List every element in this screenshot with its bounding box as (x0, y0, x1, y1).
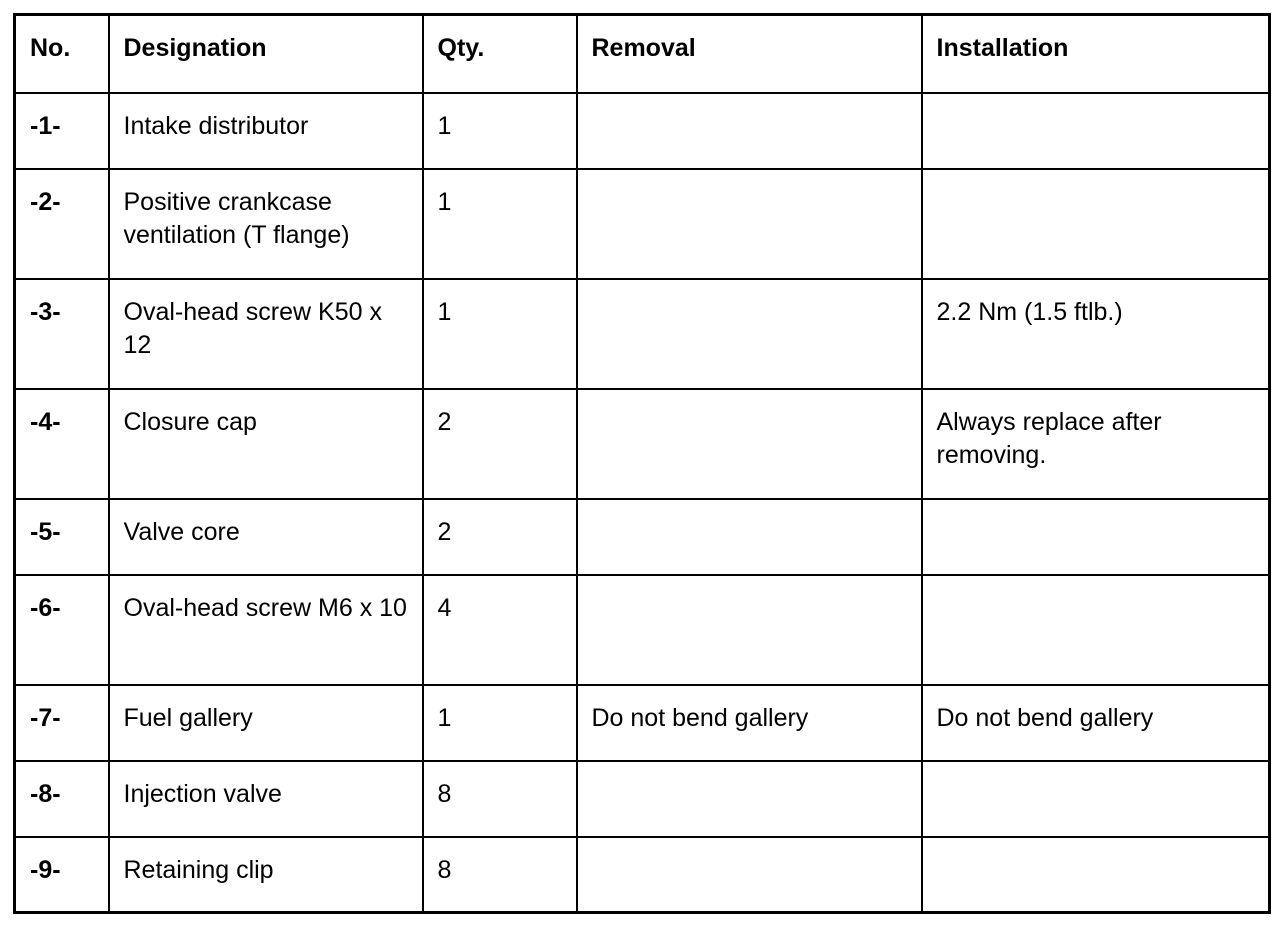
cell-qty: 8 (423, 761, 577, 837)
cell-qty: 2 (423, 499, 577, 575)
table-row (15, 837, 1270, 913)
header-row (15, 15, 1270, 93)
table-row (15, 93, 1270, 169)
cell-removal: Do not bend gallery (577, 685, 922, 761)
cell-removal (577, 279, 922, 389)
table-row (15, 761, 1270, 837)
cell-installation (922, 93, 1270, 169)
table-row (15, 279, 1270, 389)
cell-designation: Intake distributor (109, 93, 423, 169)
cell-designation: Valve core (109, 499, 423, 575)
cell-designation: Injection valve (109, 761, 423, 837)
cell-designation: Oval-head screw M6 x 10 (109, 575, 423, 685)
cell-installation: Do not bend gallery (922, 685, 1270, 761)
cell-no: -3- (15, 279, 109, 389)
table-row (15, 499, 1270, 575)
cell-removal (577, 575, 922, 685)
cell-removal (577, 761, 922, 837)
cell-designation: Oval-head screw K50 x 12 (109, 279, 423, 389)
cell-designation: Retaining clip (109, 837, 423, 913)
cell-designation: Fuel gallery (109, 685, 423, 761)
cell-installation: Always replace after removing. (922, 389, 1270, 499)
cell-removal (577, 389, 922, 499)
cell-no: -8- (15, 761, 109, 837)
cell-removal (577, 499, 922, 575)
cell-qty: 1 (423, 169, 577, 279)
cell-qty: 1 (423, 93, 577, 169)
cell-removal (577, 93, 922, 169)
cell-no: -5- (15, 499, 109, 575)
cell-installation: 2.2 Nm (1.5 ftlb.) (922, 279, 1270, 389)
cell-installation (922, 761, 1270, 837)
table-body (15, 93, 1270, 913)
table-header (15, 15, 1270, 93)
table-row (15, 389, 1270, 499)
cell-removal (577, 169, 922, 279)
cell-installation (922, 499, 1270, 575)
cell-no: -1- (15, 93, 109, 169)
cell-installation (922, 575, 1270, 685)
cell-no: -2- (15, 169, 109, 279)
parts-table (13, 13, 1271, 914)
table-row (15, 685, 1270, 761)
cell-designation: Positive crankcase ventilation (T flange) (109, 169, 423, 279)
cell-qty: 1 (423, 279, 577, 389)
cell-designation: Closure cap (109, 389, 423, 499)
table-row (15, 575, 1270, 685)
header-installation: Installation (922, 15, 1270, 93)
cell-removal (577, 837, 922, 913)
cell-installation (922, 169, 1270, 279)
cell-qty: 2 (423, 389, 577, 499)
header-designation: Designation (109, 15, 423, 93)
cell-qty: 1 (423, 685, 577, 761)
cell-no: -9- (15, 837, 109, 913)
cell-qty: 4 (423, 575, 577, 685)
table-row (15, 169, 1270, 279)
header-no: No. (15, 15, 109, 93)
cell-no: -4- (15, 389, 109, 499)
cell-installation (922, 837, 1270, 913)
cell-no: -6- (15, 575, 109, 685)
header-removal: Removal (577, 15, 922, 93)
cell-no: -7- (15, 685, 109, 761)
header-qty: Qty. (423, 15, 577, 93)
cell-qty: 8 (423, 837, 577, 913)
